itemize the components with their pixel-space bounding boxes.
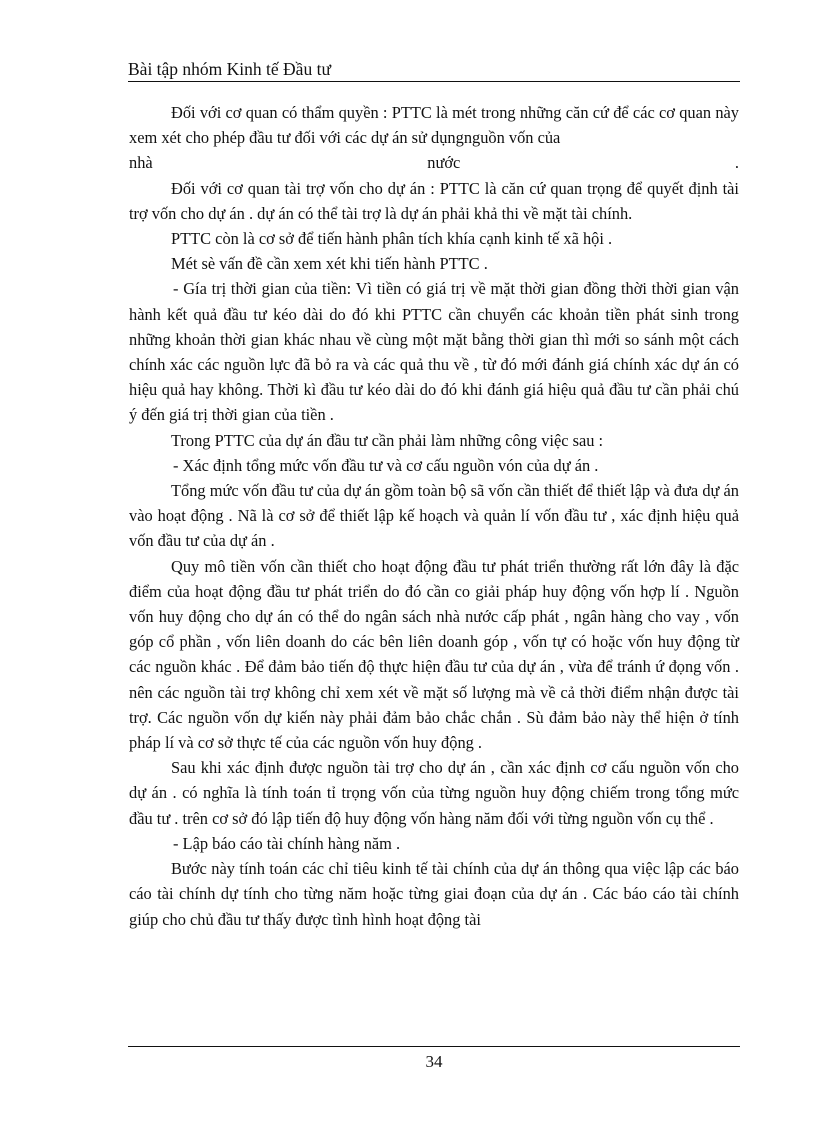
bullet-paragraph: - Lập báo cáo tài chính hàng năm . xyxy=(173,833,401,853)
running-header: Bài tập nhóm Kinh tế Đầu tư xyxy=(128,59,331,79)
bullet-paragraph: - Gía trị thời gian của tiền: Vì tiền có giá trị về mặt thời gian đồng thời thời gian vận hành kết quả đầu tư kéo dài do đó khi PTTC cần chuyển các khoản tiền phát sinh trong những khoản thời gian khác nhau về cùng một mặt bằng thời gian thì mới so sánh một cách chính xác các nguồn lực đã bỏ ra và các quả thu về , từ đó mới đánh giá chính xác dự án có hiệu quả hay không. Thời kì đầu tư kéo dài do đó khi đánh giá hiệu quả đầu tư cần phải chú ý đến giá trị thời gian của tiền . xyxy=(129,279,739,425)
page-number: 34 xyxy=(425,1052,443,1071)
bullet-paragraph: - Xác định tổng mức vốn đầu tư và cơ cấu nguồn vón của dự án . xyxy=(173,455,599,475)
header-rule xyxy=(128,81,740,82)
paragraph: nhà nước . xyxy=(129,153,739,173)
body-text xyxy=(129,100,739,932)
paragraph: Trong PTTC của dự án đầu tư cần phải làm những công việc sau : xyxy=(171,430,604,450)
footer-rule xyxy=(128,1046,740,1047)
paragraph: PTTC còn là cơ sở để tiến hành phân tích khía cạnh kinh tế xã hội . xyxy=(171,229,613,249)
paragraph: Đối với cơ quan tài trợ vốn cho dự án : PTTC là căn cứ quan trọng để quyết định tài trợ vốn cho dự án . dự án có thể tài trợ là dự án phải khả thi về mặt tài chính. xyxy=(129,178,739,223)
paragraph: Tổng mức vốn đầu tư của dự án gồm toàn bộ sã vốn cần thiết để thiết lập và đưa dự án vào hoạt động . Nã là cơ sở để thiết lập kế hoạch và quản lí vốn đầu tư , xác định hiệu quả vốn đầu tư của dự án . xyxy=(129,481,739,551)
paragraph: Mét sè vấn đề cần xem xét khi tiến hành PTTC . xyxy=(171,254,488,274)
paragraph: Quy mô tiền vốn cần thiết cho hoạt động đầu tư phát triển thường rất lớn đây là đặc điểm của hoạt động đầu tư phát triển do đó cần co giải pháp huy động vốn hợp lí . Nguồn vốn huy động cho dự án có thể do ngân sách nhà nước cấp phát , ngân hàng cho vay , vốn góp cổ phần , vốn liên doanh do các bên liên doanh góp , vốn tự có hoặc vốn huy động từ các nguồn khác . Để đảm bảo tiến độ thực hiện đầu tư của dự án , vừa để tránh ứ đọng vốn . nên các nguồn tài trợ không chỉ xem xét về mặt số lượng mà về cả thời điểm nhận được tài trợ. Các nguồn vốn dự kiến này phải đảm bảo chắc chắn . Sù đảm bảo này thể hiện ở tính pháp lí và cơ sở thực tế của các nguồn vốn huy động . xyxy=(129,556,739,753)
paragraph: Đối với cơ quan có thẩm quyền : PTTC là mét trong những căn cứ để các cơ quan này xem xét cho phép đầu tư đối với các dự án sử dụngnguồn vốn của xyxy=(129,103,739,148)
paragraph: Sau khi xác định được nguồn tài trợ cho dự án , cần xác định cơ cấu nguồn vốn cho dự án . có nghĩa là tính toán tỉ trọng vốn của từng nguồn huy động chiếm trong tổng mức đầu tư . trên cơ sở đó lập tiến độ huy động vốn hàng năm đối với từng nguồn vốn cụ thể . xyxy=(129,758,739,828)
paragraph: Bước này tính toán các chỉ tiêu kinh tế tài chính của dự án thông qua việc lập các báo cáo tài chính dự tính cho từng năm hoặc từng giai đoạn của dự án . Các báo cáo tài chính giúp cho chủ đầu tư thấy được tình hình hoạt động tài xyxy=(129,859,739,929)
